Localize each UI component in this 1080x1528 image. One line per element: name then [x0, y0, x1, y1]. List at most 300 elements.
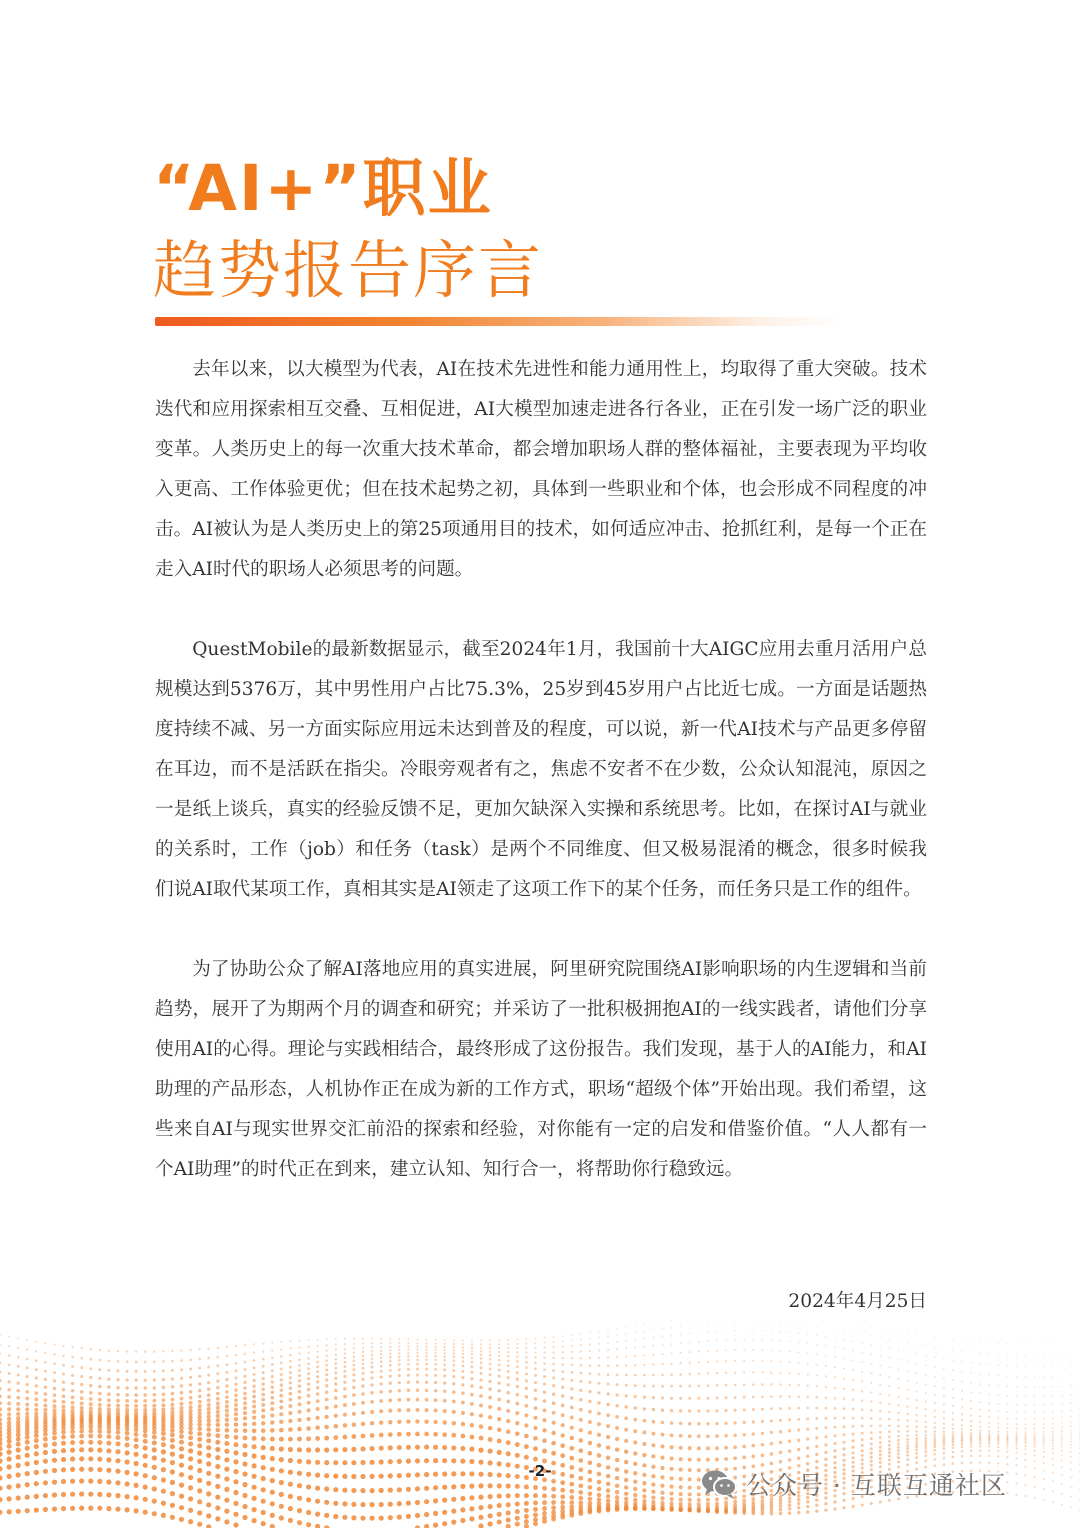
wave-dot [625, 1374, 628, 1377]
wave-dot [534, 1389, 537, 1392]
wave-dot [761, 1383, 764, 1386]
wave-dot [1052, 1448, 1054, 1450]
wave-dot [434, 1368, 437, 1371]
wave-dot [825, 1345, 827, 1347]
wave-dot [344, 1348, 346, 1350]
wave-dot [607, 1329, 609, 1331]
wave-dot [478, 1495, 483, 1500]
wave-dot [343, 1370, 346, 1373]
wave-dot [1015, 1482, 1017, 1484]
wave-dot [1061, 1395, 1063, 1397]
wave-dot [315, 1447, 320, 1452]
wave-dot [898, 1331, 899, 1332]
wave-dot [569, 1500, 574, 1505]
wave-dot [961, 1350, 963, 1352]
wave-dot [525, 1373, 528, 1376]
wave-dot [1024, 1453, 1026, 1455]
wave-dot [115, 1507, 120, 1512]
wave-dot [616, 1356, 618, 1358]
wave-dot [789, 1361, 791, 1363]
wave-dot [188, 1485, 193, 1490]
wave-dot [25, 1508, 30, 1513]
wave-dot [352, 1393, 356, 1397]
wave-dot [117, 1360, 120, 1363]
preface-paragraph-1: 去年以来，以大模型为代表，AI在技术先进性和能力通用性上，均取得了重大突破。技术迭代和应用探索相互交叠、互相促进，AI大模型加速走进各行各业，正在引发一场广泛的职业变革。人类历史上的每一次重大技术革命，都会增加职场人群的整体福祉，主要表现为平均收入更高、工作体验更优；但在技术起势之初，具体到一些职业和个体，也会形成不同程度的冲击。AI被认为是人类历史上的第25项通用目的技术，如何适应冲击、抢抓红利，是每一个正在走入AI时代的职场人必须思考的问题。 [155, 359, 927, 580]
wave-dot [534, 1342, 536, 1344]
wave-dot [261, 1436, 266, 1441]
wave-dot [861, 1351, 863, 1353]
wave-dot [398, 1381, 401, 1384]
wave-dot [679, 1409, 682, 1412]
wave-dot [53, 1344, 55, 1346]
wave-dot [1052, 1458, 1054, 1460]
wave-dot [469, 1516, 474, 1521]
wave-dot [889, 1338, 891, 1340]
wave-dot [379, 1502, 384, 1507]
wave-dot [569, 1495, 574, 1500]
wave-dot [707, 1384, 710, 1387]
wave-dot [216, 1410, 220, 1414]
wave-dot [26, 1348, 28, 1350]
wave-dot [1052, 1376, 1054, 1378]
wave-dot [780, 1350, 782, 1352]
wave-dot [471, 1361, 474, 1364]
wave-dot [461, 1422, 465, 1426]
wave-dot [453, 1349, 455, 1351]
wave-dot [297, 1447, 302, 1452]
wave-dot [1007, 1365, 1009, 1367]
wave-dot [789, 1351, 791, 1353]
wave-dot [543, 1368, 546, 1371]
wave-dot [542, 1511, 547, 1516]
wave-dot [588, 1441, 592, 1445]
wave-dot [542, 1449, 547, 1454]
wave-dot [43, 1408, 47, 1412]
wave-dot [1043, 1488, 1045, 1490]
wave-dot [624, 1485, 628, 1489]
wave-dot [562, 1346, 564, 1348]
wave-dot [516, 1351, 518, 1353]
wave-dot [498, 1355, 500, 1357]
wave-dot [788, 1418, 791, 1421]
wave-dot [1070, 1409, 1072, 1411]
wave-dot [226, 1355, 229, 1358]
wave-dot [16, 1455, 21, 1460]
wave-dot [952, 1405, 954, 1407]
wave-dot [661, 1409, 664, 1412]
wave-dot [824, 1458, 827, 1461]
wave-dot [324, 1513, 329, 1518]
wave-dot [469, 1484, 474, 1489]
wave-dot [79, 1491, 84, 1496]
wave-dot [806, 1396, 809, 1399]
wave-dot [115, 1480, 120, 1485]
wave-dot [134, 1452, 139, 1457]
wave-dot [907, 1370, 909, 1372]
wave-dot [97, 1506, 102, 1511]
wave-dot [425, 1363, 428, 1366]
wave-dot [17, 1337, 19, 1339]
wave-dot [62, 1394, 66, 1398]
wave-dot [815, 1436, 818, 1439]
wave-dot [334, 1414, 338, 1418]
wave-dot [1043, 1411, 1045, 1413]
wave-dot [289, 1354, 291, 1356]
wave-dot [970, 1391, 972, 1393]
wave-dot [244, 1368, 247, 1371]
wave-dot [870, 1452, 873, 1455]
wave-dot [443, 1374, 446, 1377]
wave-dot [98, 1385, 101, 1388]
wave-dot [525, 1343, 527, 1345]
wave-dot [334, 1377, 337, 1380]
wave-dot [562, 1340, 564, 1342]
wave-dot [198, 1408, 202, 1412]
wave-dot [524, 1484, 529, 1489]
wave-dot [188, 1422, 192, 1426]
wave-dot [634, 1406, 637, 1409]
wave-dot [524, 1514, 529, 1519]
wave-dot [507, 1383, 510, 1386]
wave-dot [44, 1361, 47, 1364]
wave-dot [515, 1521, 520, 1526]
wave-dot [761, 1371, 763, 1373]
wave-dot [252, 1507, 257, 1512]
wave-dot [934, 1402, 936, 1404]
wave-dot [551, 1505, 556, 1510]
wave-dot [379, 1446, 384, 1451]
wave-dot [1043, 1366, 1045, 1368]
wave-dot [135, 1379, 138, 1382]
wave-dot [1061, 1440, 1063, 1442]
wave-dot [179, 1494, 184, 1499]
wave-dot [7, 1388, 10, 1391]
wave-dot [325, 1364, 328, 1367]
wave-dot [216, 1379, 219, 1382]
wave-dot [197, 1443, 202, 1448]
wave-dot [152, 1447, 157, 1452]
wave-dot [7, 1444, 12, 1449]
wave-dot [925, 1335, 926, 1336]
wave-dot [216, 1423, 220, 1427]
wave-dot [761, 1360, 763, 1362]
wave-dot [1025, 1366, 1027, 1368]
wave-dot [488, 1494, 493, 1499]
wave-dot [343, 1365, 346, 1368]
wave-dot [43, 1443, 48, 1448]
wave-dot [961, 1340, 963, 1342]
wave-dot [242, 1515, 247, 1520]
wave-dot [361, 1392, 365, 1396]
wave-dot [670, 1445, 674, 1449]
wave-dot [389, 1375, 392, 1378]
wave-dot [634, 1384, 637, 1387]
wave-dot [897, 1387, 899, 1389]
wave-dot [225, 1423, 229, 1427]
wave-dot [198, 1395, 202, 1399]
wave-dot [433, 1432, 438, 1437]
page-number: -2- [528, 1462, 552, 1480]
wave-dot [579, 1418, 583, 1422]
wave-dot [1070, 1402, 1072, 1404]
wave-dot [970, 1425, 972, 1427]
wave-dot [561, 1370, 564, 1373]
wave-dot [161, 1442, 166, 1447]
wave-dot [616, 1364, 619, 1367]
wave-dot [415, 1445, 420, 1450]
wave-dot [816, 1396, 819, 1399]
wave-dot [334, 1404, 338, 1408]
wave-dot [26, 1375, 29, 1378]
wave-dot [952, 1423, 954, 1425]
wave-dot [789, 1341, 791, 1343]
wave-dot [797, 1384, 799, 1386]
wave-dot [688, 1508, 692, 1512]
wave-dot [534, 1374, 537, 1377]
wave-dot [852, 1408, 855, 1411]
wave-dot [552, 1357, 554, 1359]
wave-dot [152, 1440, 157, 1445]
wave-dot [107, 1385, 110, 1388]
wave-dot [1015, 1493, 1017, 1495]
wave-dot [397, 1445, 402, 1450]
wave-dot [125, 1481, 130, 1486]
wave-dot [416, 1363, 419, 1366]
wave-dot [578, 1448, 583, 1453]
wave-dot [471, 1353, 473, 1355]
wave-dot [216, 1406, 220, 1410]
wave-dot [224, 1449, 229, 1454]
wave-dot [270, 1407, 274, 1411]
wave-dot [424, 1512, 429, 1517]
wave-dot [506, 1518, 511, 1523]
wave-dot [206, 1453, 211, 1458]
wave-dot [307, 1362, 310, 1365]
wave-dot [460, 1496, 465, 1501]
wave-dot [561, 1394, 564, 1397]
wave-dot [1034, 1396, 1036, 1398]
wave-dot [116, 1393, 120, 1397]
wave-dot [770, 1360, 772, 1362]
wave-dot [89, 1376, 92, 1379]
wave-dot [742, 1511, 746, 1515]
wave-dot [807, 1325, 808, 1326]
wave-dot [625, 1340, 627, 1342]
wave-dot [852, 1389, 854, 1391]
wave-dot [515, 1421, 519, 1425]
wave-dot [334, 1424, 339, 1429]
wave-dot [897, 1425, 900, 1428]
wave-dot [407, 1363, 410, 1366]
wave-dot [934, 1430, 937, 1433]
wave-dot [807, 1363, 809, 1365]
wave-dot [134, 1495, 139, 1500]
wave-dot [861, 1408, 864, 1411]
wave-dot [270, 1501, 275, 1506]
wave-dot [807, 1333, 809, 1335]
wave-dot [161, 1427, 166, 1432]
wave-dot [651, 1443, 655, 1447]
wave-dot [171, 1350, 173, 1352]
wave-dot [1006, 1456, 1008, 1458]
wave-dot [0, 1407, 2, 1411]
wave-dot [943, 1404, 945, 1406]
wave-dot [1043, 1427, 1045, 1429]
wave-dot [1024, 1434, 1026, 1436]
wave-dot [834, 1346, 836, 1348]
wave-dot [651, 1432, 655, 1436]
wave-dot [979, 1429, 981, 1431]
wave-dot [670, 1421, 674, 1425]
wave-dot [198, 1382, 201, 1385]
wave-dot [661, 1353, 663, 1355]
wave-dot [443, 1381, 446, 1384]
wave-dot [306, 1447, 311, 1452]
wave-dot [524, 1501, 529, 1506]
wave-dot [25, 1397, 29, 1401]
wave-dot [624, 1449, 628, 1453]
wave-dot [406, 1419, 410, 1423]
wave-dot [807, 1373, 809, 1375]
wave-dot [1043, 1456, 1045, 1458]
wave-dot [742, 1445, 746, 1449]
wave-dot [733, 1421, 736, 1424]
wave-dot [733, 1445, 737, 1449]
wave-dot [588, 1510, 593, 1515]
wave-dot [934, 1409, 936, 1411]
wave-dot [815, 1407, 818, 1410]
wave-dot [143, 1386, 146, 1389]
wave-dot [1061, 1376, 1063, 1378]
wave-dot [1024, 1423, 1026, 1425]
wave-dot [642, 1507, 646, 1511]
wave-dot [406, 1514, 411, 1519]
wave-dot [824, 1417, 827, 1420]
wave-dot [243, 1428, 248, 1433]
wave-dot [371, 1338, 373, 1340]
wave-dot [624, 1491, 628, 1495]
wave-dot [1024, 1495, 1026, 1497]
wave-dot [653, 1337, 655, 1339]
wave-dot [615, 1490, 619, 1494]
wave-dot [1070, 1456, 1072, 1458]
wave-dot [588, 1410, 592, 1414]
wave-dot [216, 1364, 219, 1367]
wave-dot [843, 1339, 845, 1341]
wave-dot [988, 1445, 990, 1447]
wave-dot [952, 1447, 955, 1450]
wave-dot [597, 1480, 602, 1485]
wave-dot [616, 1393, 619, 1396]
wave-dot [516, 1393, 520, 1397]
wave-dot [116, 1399, 120, 1403]
wave-dot [407, 1374, 410, 1377]
wave-dot [879, 1424, 882, 1427]
wave-dot [788, 1429, 791, 1432]
wave-dot [398, 1352, 400, 1354]
wave-dot [98, 1377, 101, 1380]
wave-dot [242, 1443, 247, 1448]
wave-dot [988, 1364, 990, 1366]
wave-dot [833, 1507, 836, 1510]
wave-dot [615, 1495, 619, 1499]
wave-dot [770, 1452, 774, 1456]
wave-dot [424, 1499, 429, 1504]
wave-dot [806, 1446, 809, 1449]
wave-dot [870, 1353, 872, 1355]
wave-dot [1061, 1483, 1063, 1485]
wave-dot [616, 1328, 618, 1330]
wave-dot [580, 1364, 583, 1367]
wave-dot [279, 1515, 284, 1520]
wave-dot [834, 1387, 836, 1389]
wave-dot [470, 1365, 473, 1368]
wave-dot [398, 1374, 401, 1377]
wave-dot [343, 1381, 346, 1384]
wave-dot [1070, 1438, 1072, 1440]
wave-dot [979, 1341, 980, 1342]
wave-dot [1024, 1448, 1026, 1450]
wave-dot [716, 1384, 719, 1387]
wave-dot [261, 1499, 266, 1504]
wave-dot [1034, 1497, 1036, 1499]
wave-dot [979, 1432, 981, 1434]
wave-dot [325, 1359, 328, 1362]
wave-dot [788, 1511, 792, 1515]
wave-dot [997, 1422, 999, 1424]
wave-dot [1052, 1452, 1054, 1454]
wave-dot [207, 1366, 210, 1369]
wave-dot [552, 1384, 555, 1387]
wave-dot [198, 1389, 202, 1393]
wave-dot [743, 1383, 746, 1386]
wave-dot [261, 1408, 265, 1412]
wave-dot [416, 1388, 420, 1392]
wave-dot [152, 1404, 156, 1408]
wave-dot [415, 1432, 420, 1437]
wave-dot [53, 1371, 56, 1374]
wave-dot [771, 1330, 773, 1332]
wave-dot [335, 1344, 337, 1346]
wave-dot [108, 1359, 111, 1362]
wave-dot [1025, 1343, 1026, 1344]
wave-dot [179, 1483, 184, 1488]
wave-dot [1034, 1404, 1036, 1406]
wave-dot [861, 1380, 863, 1382]
wave-dot [533, 1512, 538, 1517]
wave-dot [489, 1373, 492, 1376]
wave-dot [108, 1350, 110, 1352]
wave-dot [333, 1501, 338, 1506]
wave-dot [416, 1345, 418, 1347]
wave-dot [262, 1358, 265, 1361]
wave-dot [215, 1455, 220, 1460]
wave-dot [416, 1359, 419, 1362]
wave-dot [1043, 1442, 1045, 1444]
wave-dot [798, 1332, 800, 1334]
wave-dot [443, 1355, 446, 1358]
wave-dot [934, 1422, 936, 1424]
wave-dot [543, 1408, 547, 1412]
wave-dot [571, 1339, 573, 1341]
wave-dot [660, 1496, 664, 1500]
wave-dot [88, 1506, 93, 1511]
wave-dot [497, 1494, 502, 1499]
wave-dot [706, 1446, 710, 1450]
wave-dot [1006, 1403, 1008, 1405]
wave-dot [333, 1487, 338, 1492]
wave-dot [452, 1400, 456, 1404]
